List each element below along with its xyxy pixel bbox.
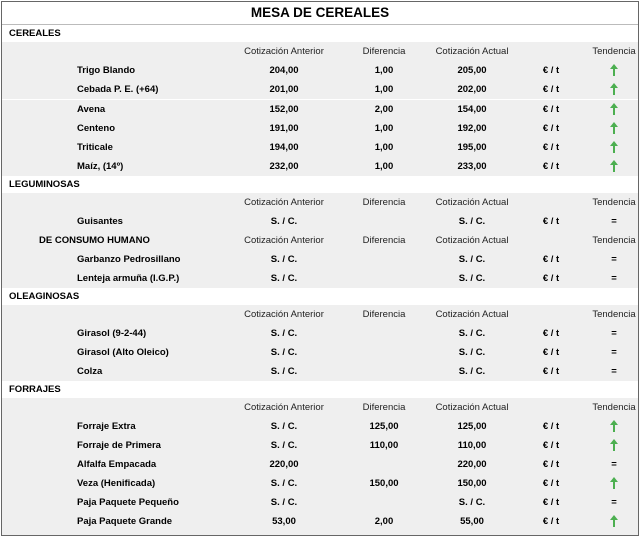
unit-label: € / t — [542, 478, 560, 489]
header-row — [2, 305, 638, 324]
current-price: 110,00 — [457, 440, 487, 451]
previous-price: S. / C. — [270, 328, 298, 339]
previous-price: S. / C. — [270, 216, 298, 227]
trend-equal: = — [611, 347, 617, 358]
header-curr: Cotización Actual — [435, 402, 509, 413]
table-row — [2, 80, 638, 100]
up-arrow-icon — [581, 417, 639, 436]
product-name: Trigo Blando — [77, 65, 136, 76]
page-title: MESA DE CEREALES — [2, 2, 638, 25]
section-title-leguminosas: LEGUMINOSAS — [2, 176, 638, 193]
table-row — [2, 324, 638, 343]
product-name: Lenteja armuña (I.G.P.) — [77, 273, 180, 284]
table-row — [2, 436, 638, 455]
trend-equal: = — [611, 366, 617, 377]
up-arrow-icon — [581, 157, 639, 176]
subsection-title-consumo-humano: DE CONSUMO HUMANO — [39, 235, 150, 246]
subheader-row — [2, 231, 638, 250]
trend-equal: = — [611, 273, 617, 284]
current-price: S. / C. — [458, 328, 486, 339]
unit-label: € / t — [542, 273, 560, 284]
header-diff: Diferencia — [362, 197, 406, 208]
product-name: Girasol (9-2-44) — [77, 328, 147, 339]
header-row — [2, 398, 638, 417]
up-arrow-icon — [581, 474, 639, 493]
header-prev: Cotización Anterior — [244, 235, 324, 246]
current-price: 220,00 — [457, 459, 487, 470]
product-name: Alfalfa Empacada — [77, 459, 157, 470]
up-arrow-icon — [581, 436, 639, 455]
previous-price: 152,00 — [269, 104, 299, 115]
header-row — [2, 42, 638, 61]
up-arrow-icon — [581, 80, 639, 99]
trend-equal: = — [611, 459, 617, 470]
trend-equal: = — [611, 328, 617, 339]
unit-label: € / t — [542, 366, 560, 377]
product-name: Avena — [77, 104, 106, 115]
product-name: Garbanzo Pedrosillano — [77, 254, 181, 265]
trend-equal: = — [611, 254, 617, 265]
product-name: Cebada P. E. (+64) — [77, 84, 159, 95]
current-price: 195,00 — [457, 142, 487, 153]
previous-price: 220,00 — [269, 459, 299, 470]
header-trend: Tendencia — [592, 402, 636, 413]
previous-price: 191,00 — [269, 123, 299, 134]
section-title-forrajes: FORRAJES — [2, 381, 638, 398]
unit-label: € / t — [542, 142, 560, 153]
table-row — [2, 119, 638, 138]
header-curr: Cotización Actual — [435, 235, 509, 246]
up-arrow-icon — [581, 138, 639, 157]
unit-label: € / t — [542, 216, 560, 227]
table-row — [2, 212, 638, 231]
header-trend: Tendencia — [592, 309, 636, 320]
up-arrow-icon — [581, 61, 639, 80]
trend-equal: = — [611, 216, 617, 227]
previous-price: S. / C. — [270, 347, 298, 358]
price-difference: 125,00 — [369, 421, 399, 432]
header-diff: Diferencia — [362, 46, 406, 57]
header-trend: Tendencia — [592, 235, 636, 246]
current-price: 205,00 — [457, 65, 487, 76]
current-price: 154,00 — [457, 104, 487, 115]
current-price: 125,00 — [457, 421, 487, 432]
previous-price: S. / C. — [270, 440, 298, 451]
unit-label: € / t — [542, 347, 560, 358]
previous-price: 53,00 — [272, 516, 296, 527]
unit-label: € / t — [542, 421, 560, 432]
unit-label: € / t — [542, 65, 560, 76]
previous-price: 232,00 — [269, 161, 299, 172]
up-arrow-icon — [581, 119, 639, 138]
table-row — [2, 157, 638, 176]
price-difference: 110,00 — [369, 440, 399, 451]
table-row — [2, 362, 638, 381]
current-price: 202,00 — [457, 84, 487, 95]
product-name: Forraje Extra — [77, 421, 136, 432]
product-name: Triticale — [77, 142, 113, 153]
up-arrow-icon — [581, 512, 639, 531]
price-difference: 2,00 — [374, 516, 394, 527]
unit-label: € / t — [542, 161, 560, 172]
section-title-oleaginosas: OLEAGINOSAS — [2, 288, 638, 305]
table-row — [2, 455, 638, 474]
header-prev: Cotización Anterior — [244, 197, 324, 208]
current-price: S. / C. — [458, 216, 486, 227]
previous-price: 201,00 — [269, 84, 299, 95]
price-table — [1, 1, 639, 536]
up-arrow-icon — [581, 100, 639, 119]
header-prev: Cotización Anterior — [244, 309, 324, 320]
header-trend: Tendencia — [592, 46, 636, 57]
product-name: Paja Paquete Pequeño — [77, 497, 179, 508]
header-curr: Cotización Actual — [435, 197, 509, 208]
current-price: S. / C. — [458, 366, 486, 377]
product-name: Guisantes — [77, 216, 123, 227]
table-row — [2, 61, 638, 80]
section-title-cereales: CEREALES — [2, 25, 638, 42]
header-diff: Diferencia — [362, 309, 406, 320]
table-row — [2, 269, 638, 288]
unit-label: € / t — [542, 84, 560, 95]
previous-price: S. / C. — [270, 366, 298, 377]
header-diff: Diferencia — [362, 402, 406, 413]
product-name: Veza (Henificada) — [77, 478, 156, 489]
table-row — [2, 138, 638, 157]
table-row — [2, 343, 638, 362]
price-difference: 1,00 — [374, 142, 394, 153]
unit-label: € / t — [542, 254, 560, 265]
price-difference: 1,00 — [374, 123, 394, 134]
previous-price: S. / C. — [270, 421, 298, 432]
price-difference: 150,00 — [369, 478, 399, 489]
product-name: Forraje de Primera — [77, 440, 161, 451]
price-difference: 2,00 — [374, 104, 394, 115]
unit-label: € / t — [542, 440, 560, 451]
header-curr: Cotización Actual — [435, 46, 509, 57]
unit-label: € / t — [542, 328, 560, 339]
product-name: Paja Paquete Grande — [77, 516, 173, 527]
current-price: 192,00 — [457, 123, 487, 134]
current-price: 233,00 — [457, 161, 487, 172]
product-name: Maíz, (14º) — [77, 161, 124, 172]
price-difference: 1,00 — [374, 65, 394, 76]
previous-price: 194,00 — [269, 142, 299, 153]
previous-price: S. / C. — [270, 254, 298, 265]
price-difference: 1,00 — [374, 161, 394, 172]
unit-label: € / t — [542, 123, 560, 134]
unit-label: € / t — [542, 459, 560, 470]
previous-price: 204,00 — [269, 65, 299, 76]
current-price: S. / C. — [458, 347, 486, 358]
unit-label: € / t — [542, 497, 560, 508]
header-trend: Tendencia — [592, 197, 636, 208]
table-row — [2, 100, 638, 119]
product-name: Colza — [77, 366, 103, 377]
header-diff: Diferencia — [362, 235, 406, 246]
product-name: Centeno — [77, 123, 115, 134]
current-price: 150,00 — [457, 478, 487, 489]
current-price: S. / C. — [458, 254, 486, 265]
table-row — [2, 493, 638, 512]
table-row — [2, 512, 638, 531]
header-prev: Cotización Anterior — [244, 402, 324, 413]
product-name: Girasol (Alto Oleico) — [77, 347, 169, 358]
header-curr: Cotización Actual — [435, 309, 509, 320]
unit-label: € / t — [542, 104, 560, 115]
table-row — [2, 474, 638, 493]
price-difference: 1,00 — [374, 84, 394, 95]
header-prev: Cotización Anterior — [244, 46, 324, 57]
previous-price: S. / C. — [270, 478, 298, 489]
previous-price: S. / C. — [270, 497, 298, 508]
table-row — [2, 250, 638, 269]
current-price: S. / C. — [458, 273, 486, 284]
current-price: 55,00 — [460, 516, 484, 527]
table-row — [2, 417, 638, 436]
previous-price: S. / C. — [270, 273, 298, 284]
unit-label: € / t — [542, 516, 560, 527]
current-price: S. / C. — [458, 497, 486, 508]
trend-equal: = — [611, 497, 617, 508]
header-row — [2, 193, 638, 212]
